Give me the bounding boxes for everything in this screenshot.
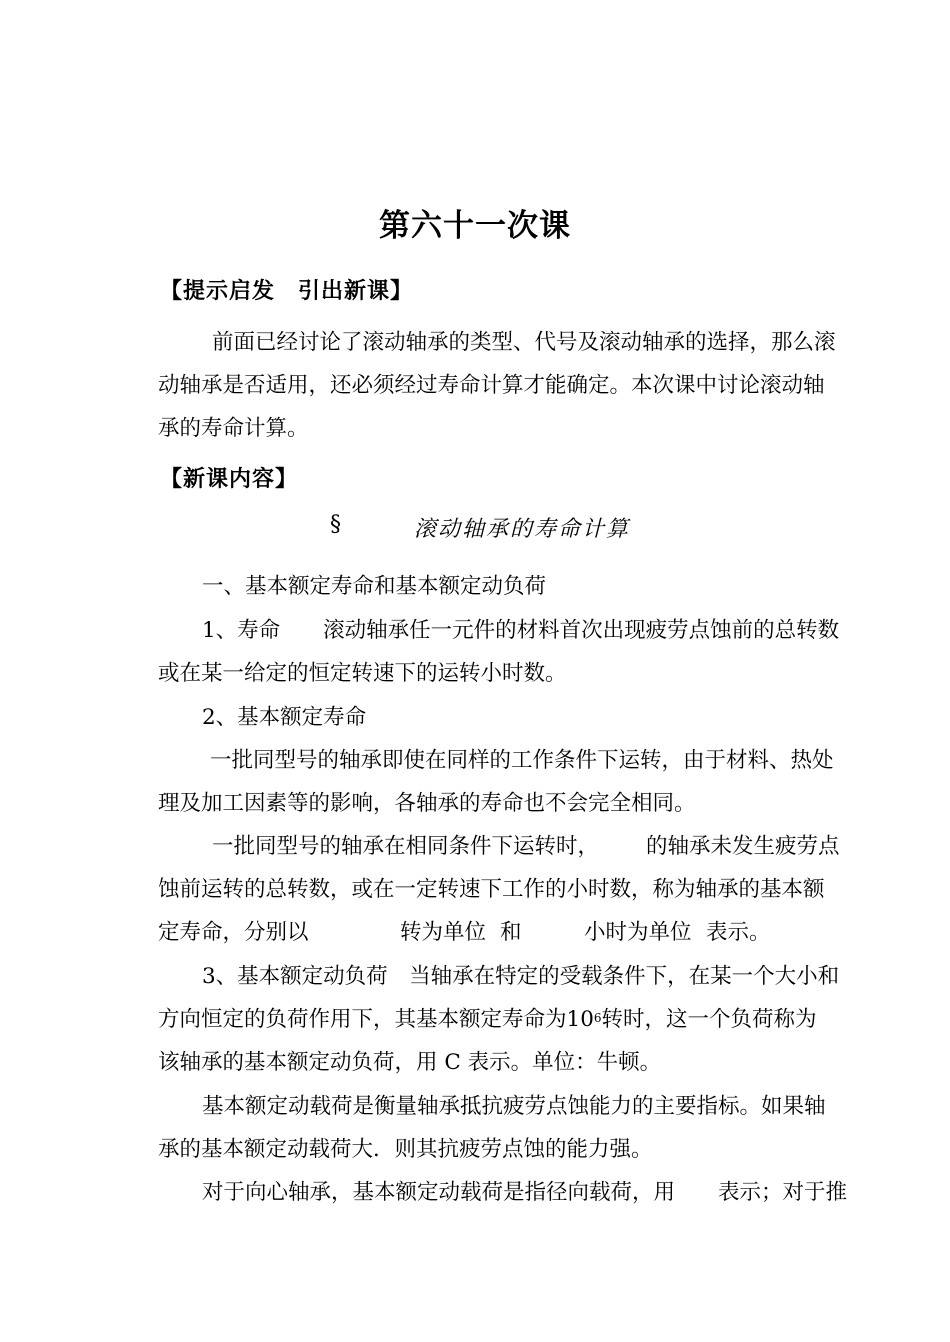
para-def-line3-d: 小时为单位 <box>584 920 692 945</box>
item3-line1: 3、基本额定动负荷 当轴承在特定的受载条件下，在某一个大小和 <box>202 964 840 989</box>
item1-1-line2: 或在某一给定的恒定转速下的运转小时数。 <box>158 661 567 686</box>
item2-heading: 2、基本额定寿命 <box>202 705 367 730</box>
heading-intro: 【提示启发 引出新课】 <box>160 279 414 304</box>
item3-line2 <box>158 1006 817 1034</box>
intro-line-3: 承的寿命计算。 <box>158 416 309 441</box>
intro-line-2: 动轴承是否适用，还必须经过寿命计算才能确定。本次课中讨论滚动轴 <box>158 373 825 398</box>
lesson-title: 第六十一次课 <box>379 208 571 244</box>
item1-heading: 一、基本额定寿命和基本额定动负荷 <box>202 574 547 599</box>
power-base: 10 <box>566 1007 594 1032</box>
para-last-line1-b: 表示；对于推 <box>718 1180 848 1205</box>
item3-line2-a: 方向恒定的负荷作用下，其基本额定寿命为 <box>158 1007 567 1032</box>
para-batch-line1: 一批同型号的轴承即使在同样的工作条件下运转，由于材料、热处 <box>210 748 834 773</box>
para-load-line2: 承的基本额定动载荷大．则其抗疲劳点蚀的能力强。 <box>158 1137 653 1162</box>
para-def-line1-a: 一批同型号的轴承在相同条件下运转时， <box>212 834 600 859</box>
para-def-line3-c: 和 <box>500 920 522 945</box>
para-last-line1-a: 对于向心轴承，基本额定动载荷是指径向载荷，用 <box>202 1180 676 1205</box>
para-load-line1: 基本额定动载荷是衡量轴承抵抗疲劳点蚀能力的主要指标。如果轴 <box>202 1094 826 1119</box>
para-def-line1-b: 的轴承未发生疲劳点 <box>646 834 840 859</box>
para-batch-line2: 理及加工因素等的影响，各轴承的寿命也不会完全相同。 <box>158 791 696 816</box>
para-def-line3-e: 表示。 <box>706 920 771 945</box>
section-symbol: § <box>330 512 341 537</box>
power-exponent: 6 <box>593 1011 602 1025</box>
item1-1-line1: 1、寿命 滚动轴承任一元件的材料首次出现疲劳点蚀前的总转数 <box>202 618 840 643</box>
item3-line3: 该轴承的基本额定动负荷，用 C 表示。单位：牛顿。 <box>158 1050 662 1075</box>
para-def-line2: 蚀前运转的总转数，或在一定转速下工作的小时数，称为轴承的基本额 <box>158 877 825 902</box>
heading-content: 【新课内容】 <box>160 467 299 492</box>
section-title: 滚动轴承的寿命计算 <box>414 517 631 542</box>
para-def-line3-a: 定寿命，分别以 <box>158 920 309 945</box>
item3-line2-b: 转时，这一个负荷称为 <box>601 1007 817 1032</box>
intro-line-1: 前面已经讨论了滚动轴承的类型、代号及滚动轴承的选择，那么滚 <box>212 330 836 355</box>
para-def-line3-b: 转为单位 <box>400 920 487 945</box>
